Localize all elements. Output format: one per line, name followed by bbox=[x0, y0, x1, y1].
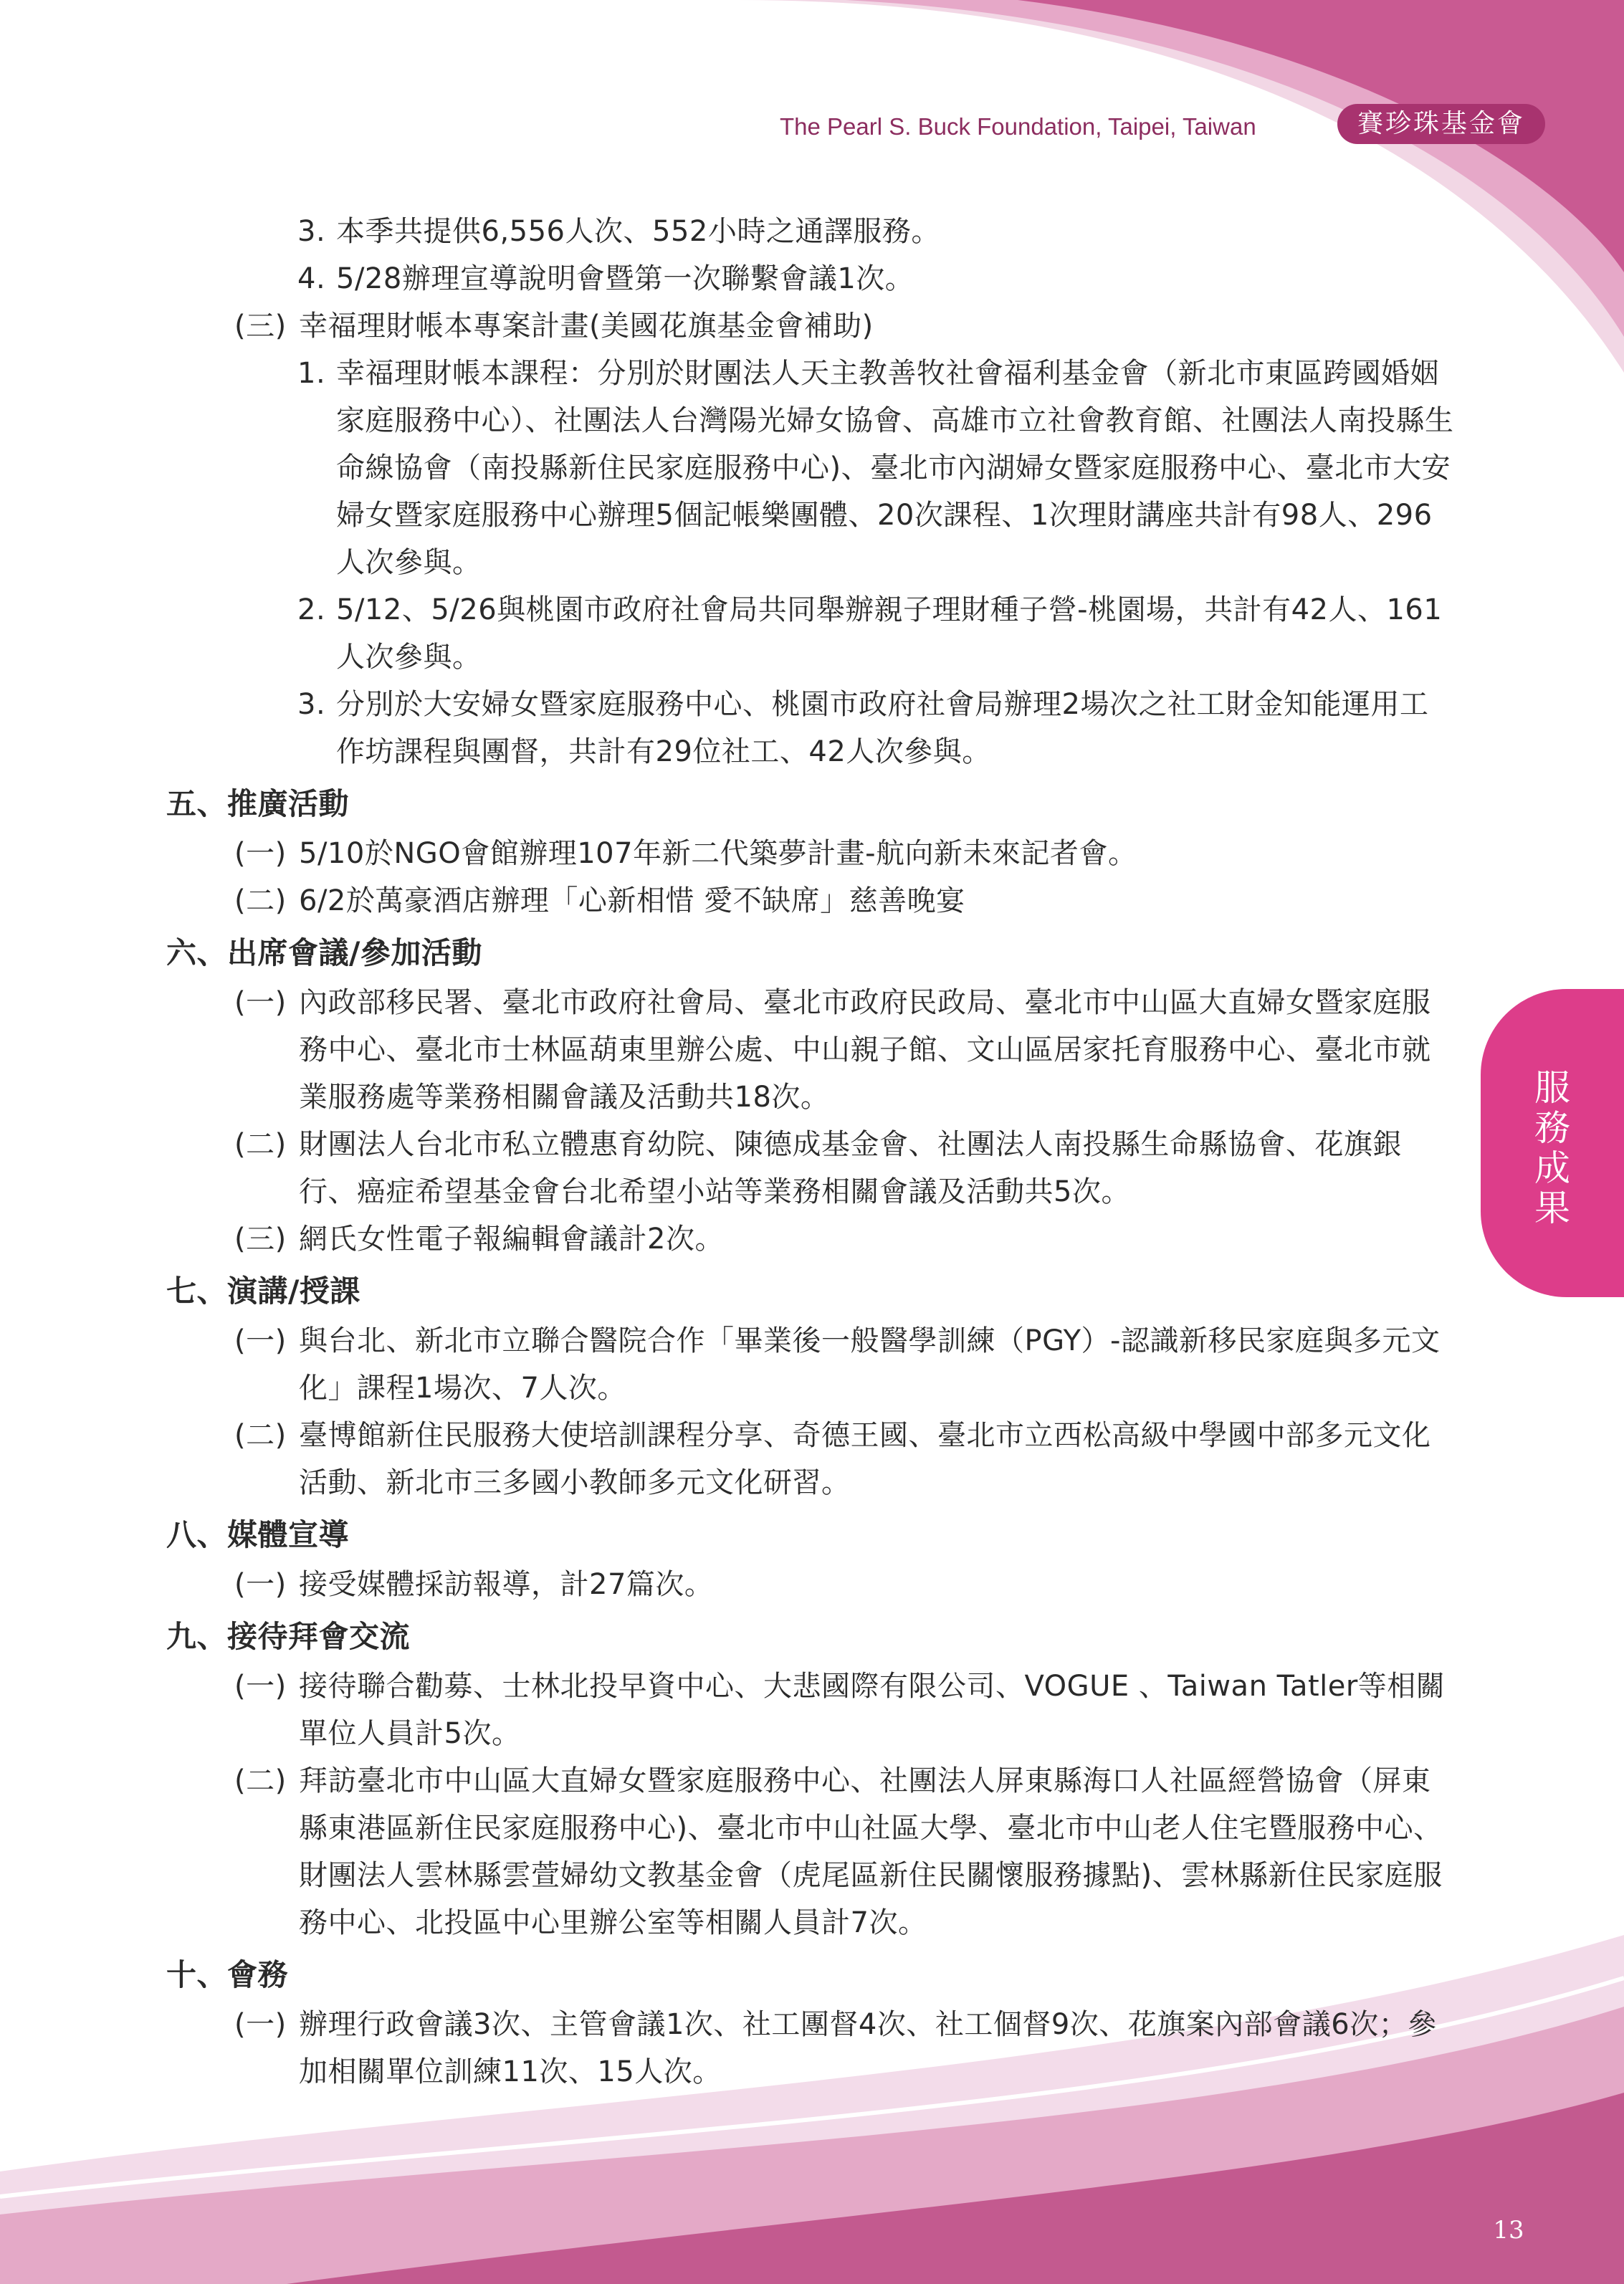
item-text: 6/2於萬豪酒店辦理「心新相惜 愛不缺席」慈善晚宴 bbox=[299, 884, 965, 917]
section-heading: 十、會務 bbox=[166, 1957, 289, 1992]
section-heading: 五、推廣活動 bbox=[166, 786, 350, 821]
subsection-item bbox=[234, 877, 1456, 924]
numbered-item bbox=[297, 586, 1456, 681]
section-heading: 六、出席會議/參加活動 bbox=[166, 935, 482, 970]
item-text: 幸福理財帳本專案計畫(美國花旗基金會補助) bbox=[299, 310, 874, 343]
header-org-name: The Pearl S. Buck Foundation, Taipei, Taiwan bbox=[780, 113, 1256, 140]
item-marker: 2. bbox=[297, 593, 326, 626]
header-badge: 賽珍珠基金會 bbox=[1337, 104, 1545, 144]
item-marker: (一) bbox=[234, 1568, 287, 1601]
item-text: 5/28辦理宣導說明會暨第一次聯繫會議1次。 bbox=[336, 262, 914, 295]
item-text: 幸福理財帳本課程：分別於財團法人天主教善牧社會福利基金會（新北市東區跨國婚姻家庭服務中心）、社團法人台灣陽光婦女協會、高雄市立社會教育館、社團法人南投縣生命線協會（南投縣新住民家庭服務中心)、臺北市內湖婦女暨家庭服務中心、臺北市大安婦女暨家庭服務中心辦理5個記帳樂團體、20次課程、1次理財講座共計有98人、296人次參與。 bbox=[336, 357, 1454, 579]
item-marker: (二) bbox=[234, 884, 287, 917]
item-text: 網氏女性電子報編輯會議計2次。 bbox=[299, 1223, 724, 1256]
page-number: 13 bbox=[1493, 2216, 1524, 2245]
subsection-item bbox=[234, 1317, 1456, 1412]
item-marker: (三) bbox=[234, 310, 287, 343]
item-text: 與台北、新北市立聯合醫院合作「畢業後一般醫學訓練（PGY）-認識新移民家庭與多元文化」課程1場次、7人次。 bbox=[299, 1324, 1441, 1405]
item-marker: (三) bbox=[234, 1223, 287, 1256]
item-marker: (一) bbox=[234, 1324, 287, 1357]
subsection-item bbox=[234, 830, 1456, 877]
item-text: 5/12、5/26與桃園市政府社會局共同舉辦親子理財種子營-桃園場，共計有42人、161人次參與。 bbox=[336, 593, 1443, 674]
item-marker: (一) bbox=[234, 2008, 287, 2041]
item-text: 財團法人台北市私立體惠育幼院、陳德成基金會、社團法人南投縣生命縣協會、花旗銀行、癌症希望基金會台北希望小站等業務相關會議及活動共5次。 bbox=[299, 1128, 1402, 1208]
item-marker: (二) bbox=[234, 1128, 287, 1161]
item-text: 臺博館新住民服務大使培訓課程分享、奇德王國、臺北市立西松高級中學國中部多元文化活動、新北市三多國小教師多元文化研習。 bbox=[299, 1419, 1431, 1499]
subsection-item bbox=[234, 1561, 1456, 1608]
item-marker: 1. bbox=[297, 357, 326, 390]
numbered-item bbox=[297, 350, 1456, 586]
item-marker: (一) bbox=[234, 986, 287, 1019]
section-heading: 八、媒體宣導 bbox=[166, 1517, 350, 1552]
side-tab-label: 服務成果 bbox=[1534, 1067, 1570, 1229]
item-marker: 3. bbox=[297, 215, 326, 248]
section-heading: 七、演講/授課 bbox=[166, 1274, 360, 1309]
item-text: 分別於大安婦女暨家庭服務中心、桃園市政府社會局辦理2場次之社工財金知能運用工作坊課程與團督，共計有29位社工、42人次參與。 bbox=[336, 688, 1429, 768]
subsection-item bbox=[234, 1121, 1456, 1215]
item-text: 接待聯合勸募、士林北投早資中心、大悲國際有限公司、VOGUE 、Taiwan Tatler等相關單位人員計5次。 bbox=[299, 1670, 1446, 1750]
item-text: 辦理行政會議3次、主管會議1次、社工團督4次、社工個督9次、花旗案內部會議6次；參加相關單位訓練11次、15人次。 bbox=[299, 2008, 1437, 2088]
subsection-item bbox=[234, 1412, 1456, 1506]
subsection-item bbox=[234, 302, 1456, 350]
subsection-item bbox=[234, 979, 1456, 1121]
numbered-item bbox=[297, 208, 1456, 255]
section-heading: 九、接待拜會交流 bbox=[166, 1619, 411, 1654]
document-content bbox=[166, 208, 1456, 2096]
item-marker: (二) bbox=[234, 1764, 287, 1797]
subsection-item bbox=[234, 2001, 1456, 2096]
item-text: 拜訪臺北市中山區大直婦女暨家庭服務中心、社團法人屏東縣海口人社區經營協會（屏東縣東港區新住民家庭服務中心)、臺北市中山社區大學、臺北市中山老人住宅暨服務中心、財團法人雲林縣雲萱婦幼文教基金會（虎尾區新住民關懷服務據點)、雲林縣新住民家庭服務中心、北投區中心里辦公室等相關人員計7次。 bbox=[299, 1764, 1443, 1939]
item-marker: (一) bbox=[234, 837, 287, 870]
numbered-item bbox=[297, 255, 1456, 302]
numbered-item bbox=[297, 681, 1456, 775]
item-text: 5/10於NGO會館辦理107年新二代築夢計畫-航向新未來記者會。 bbox=[299, 837, 1137, 870]
item-marker: (一) bbox=[234, 1670, 287, 1703]
item-marker: 3. bbox=[297, 688, 326, 721]
subsection-item bbox=[234, 1757, 1456, 1946]
item-text: 內政部移民署、臺北市政府社會局、臺北市政府民政局、臺北市中山區大直婦女暨家庭服務中心、臺北市士林區葫東里辦公處、中山親子館、文山區居家托育服務中心、臺北市就業服務處等業務相關會議及活動共18次。 bbox=[299, 986, 1431, 1114]
subsection-item bbox=[234, 1663, 1456, 1757]
item-marker: (二) bbox=[234, 1419, 287, 1452]
item-marker: 4. bbox=[297, 262, 326, 295]
item-text: 接受媒體採訪報導，計27篇次。 bbox=[299, 1568, 714, 1601]
subsection-item bbox=[234, 1215, 1456, 1263]
item-text: 本季共提供6,556人次、552小時之通譯服務。 bbox=[336, 215, 940, 248]
